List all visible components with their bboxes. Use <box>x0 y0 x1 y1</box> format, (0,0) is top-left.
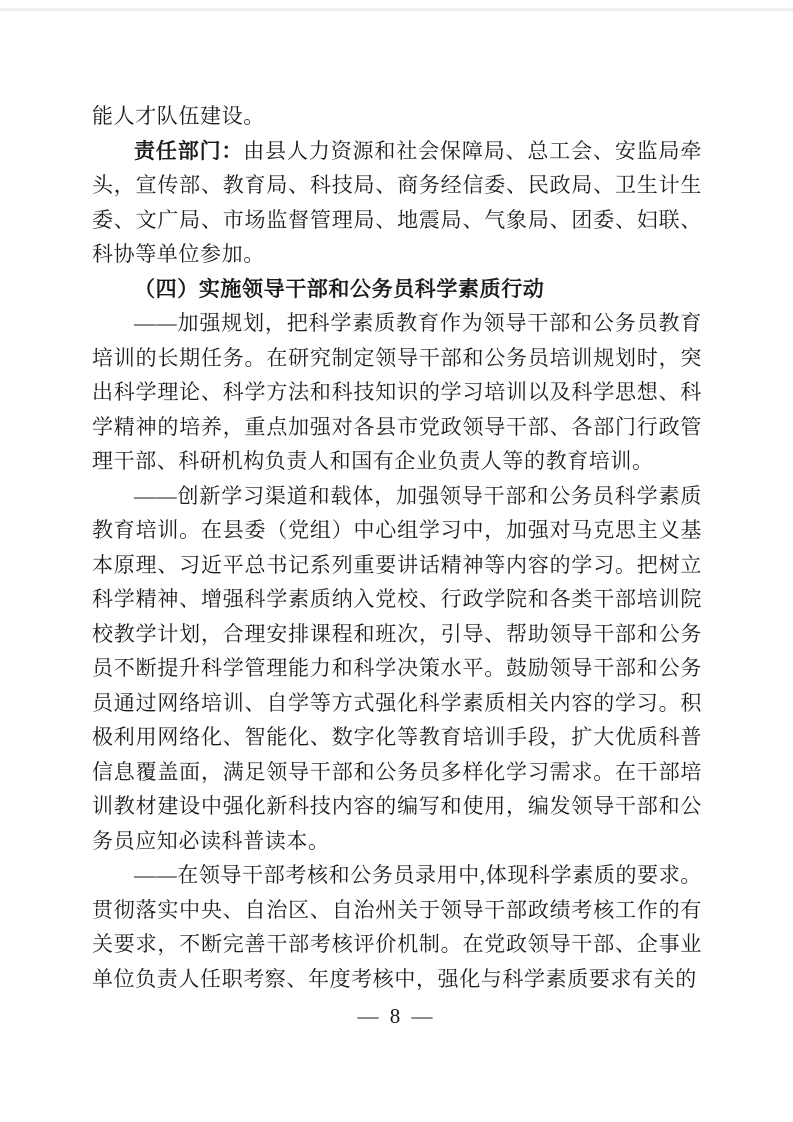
scan-artifact-line <box>0 8 793 11</box>
paragraph-strengthen-planning: ——加强规划，把科学素质教育作为领导干部和公务员教育培训的长期任务。在研究制定领导干部和公务员培训规划时，突出科学理论、科学方法和科技知识的学习培训以及科学思想、科学精神的培养，重点加强对各县市党政领导干部、各部门行政管理干部、科研机构负责人和国有企业负责人等的教育培训。 <box>92 311 702 473</box>
section-heading: （四）实施领导干部和公务员科学素质行动 <box>134 276 545 301</box>
paragraph-innovate-learning: ——创新学习渠道和载体，加强领导干部和公务员科学素质教育培训。在县委（党组）中心组学习中，加强对马克思主义基本原理、习近平总书记系列重要讲话精神等内容的学习。把树立科学精神、增强科学素质纳入党校、行政学院和各类干部培训院校教学计划，合理安排课程和班次，引导、帮助领导干部和公务员不断提升科学管理能力和科学决策水平。鼓励领导干部和公务员通过网络培训、自学等方式强化科学素质相关内容的学习。积极利用网络化、智能化、数字化等教育培训手段，扩大优质科普信息覆盖面，满足领导干部和公务员多样化学习需求。在干部培训教材建设中强化新科技内容的编写和使用，编发领导干部和公务员应知必读科普读本。 <box>92 483 702 853</box>
paragraph-assessment-requirements: ——在领导干部考核和公务员录用中,体现科学素质的要求。贯彻落实中央、自治区、自治州关于领导干部政绩考核工作的有关要求，不断完善干部考核评价机制。在党政领导干部、企事业单位负责人任职考察、年度考核中，强化与科学素质要求有关的 <box>92 863 702 991</box>
document-body <box>92 99 702 996</box>
paragraph-continuation: 能人才队伍建设。 <box>92 104 265 128</box>
paragraph-responsibility <box>92 134 702 272</box>
page-number: — 8 — <box>357 1004 436 1028</box>
responsibility-label: 责任部门： <box>134 138 244 163</box>
responsibility-text: 由县人力资源和社会保障局、总工会、安监局牵头，宣传部、教育局、科技局、商务经信委、民政局、卫生计生委、文广局、市场监督管理局、地震局、气象局、团委、妇联、科协等单位参加。 <box>92 138 702 266</box>
